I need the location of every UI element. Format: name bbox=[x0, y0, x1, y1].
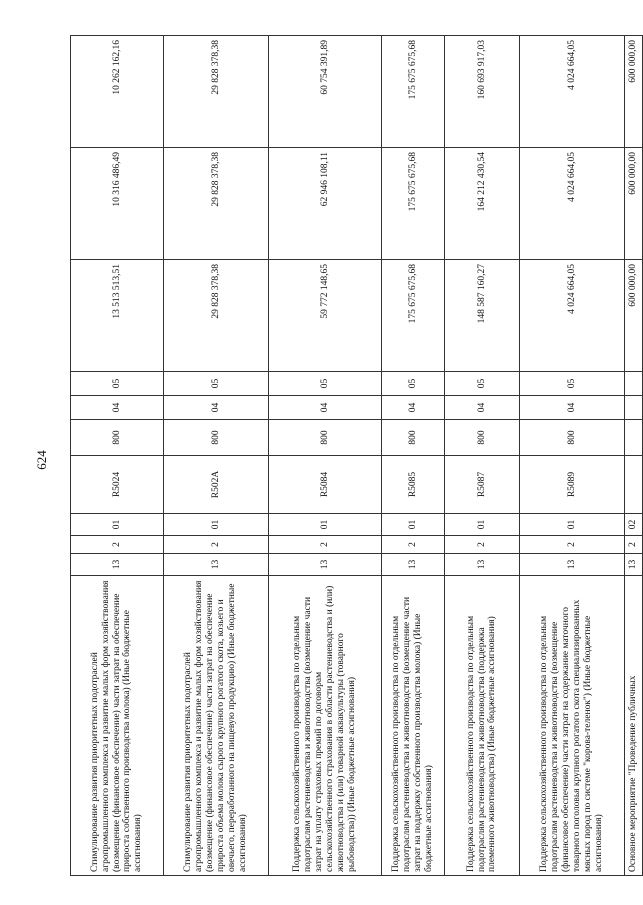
amount-year-2-cell: 29 828 378,38 bbox=[164, 148, 269, 260]
amount-year-1-cell: 59 772 148,65 bbox=[269, 260, 382, 372]
subsection-cell: 05 bbox=[382, 372, 445, 396]
subsection-cell: 05 bbox=[164, 372, 269, 396]
expense-type-cell: 800 bbox=[445, 420, 520, 456]
row-name-cell: Поддержка сельскохозяйственного производства по отдельным подотраслям растениеводства и животноводства (поддержка племенного животноводства) (Иные бюджетные ассигнования) bbox=[445, 576, 520, 876]
section-cell: 04 bbox=[520, 396, 625, 420]
amount-year-2-cell: 10 316 486,49 bbox=[71, 148, 164, 260]
program-code-cell: 13 bbox=[269, 554, 382, 576]
table-row bbox=[269, 36, 382, 876]
amount-year-2-cell: 600 000,00 bbox=[625, 148, 643, 260]
amount-year-3-cell: 60 754 391,89 bbox=[269, 36, 382, 148]
program-code-cell: 13 bbox=[625, 554, 643, 576]
page-number: 624 bbox=[34, 450, 49, 470]
subsection-cell: 05 bbox=[269, 372, 382, 396]
event-code-cell: 01 bbox=[520, 514, 625, 536]
row-name-cell: Поддержка сельскохозяйственного производства по отдельным подотраслям растениеводства и животноводства (возмещение части затрат на поддержку собственного производства молока) (Иные бюджетные ассигнования) bbox=[382, 576, 445, 876]
table-row bbox=[520, 36, 625, 876]
amount-year-2-cell: 164 212 430,54 bbox=[445, 148, 520, 260]
program-code-cell: 13 bbox=[71, 554, 164, 576]
amount-year-2-cell: 4 024 664,05 bbox=[520, 148, 625, 260]
amount-year-3-cell: 29 828 378,38 bbox=[164, 36, 269, 148]
amount-year-1-cell: 148 587 160,27 bbox=[445, 260, 520, 372]
amount-year-1-cell: 4 024 664,05 bbox=[520, 260, 625, 372]
section-cell: 04 bbox=[269, 396, 382, 420]
target-article-cell: R5084 bbox=[269, 456, 382, 514]
subsection-cell: 05 bbox=[71, 372, 164, 396]
expense-type-cell: 800 bbox=[164, 420, 269, 456]
table-row bbox=[445, 36, 520, 876]
section-cell: 04 bbox=[164, 396, 269, 420]
subprogram-code-cell: 2 bbox=[625, 536, 643, 554]
amount-year-1-cell: 175 675 675,68 bbox=[382, 260, 445, 372]
event-code-cell: 01 bbox=[164, 514, 269, 536]
target-article-cell: R5085 bbox=[382, 456, 445, 514]
subsection-cell: 05 bbox=[520, 372, 625, 396]
subprogram-code-cell: 2 bbox=[520, 536, 625, 554]
event-code-cell: 01 bbox=[382, 514, 445, 536]
subprogram-code-cell: 2 bbox=[382, 536, 445, 554]
amount-year-3-cell: 4 024 664,05 bbox=[520, 36, 625, 148]
table-body bbox=[71, 36, 643, 876]
section-cell: 04 bbox=[382, 396, 445, 420]
row-name-cell: Основное мероприятие "Проведение публичных bbox=[625, 576, 643, 876]
amount-year-3-cell: 160 693 917,03 bbox=[445, 36, 520, 148]
program-code-cell: 13 bbox=[445, 554, 520, 576]
subprogram-code-cell: 2 bbox=[445, 536, 520, 554]
budget-table bbox=[70, 35, 643, 876]
expense-type-cell: 800 bbox=[382, 420, 445, 456]
section-cell: 04 bbox=[445, 396, 520, 420]
amount-year-3-cell: 10 262 162,16 bbox=[71, 36, 164, 148]
amount-year-1-cell: 600 000,00 bbox=[625, 260, 643, 372]
row-name-cell: Поддержка сельскохозяйственного производства по отдельным подотраслям растениеводства и животноводства (возмещение части затрат на уплату страховых премий по договорам сельскохозяйственного страхования в области растениеводства и (или) животноводства и (или) товарной аквакультуры (товарного рыбоводства)) (Иные бюджетные ассигнования) bbox=[269, 576, 382, 876]
subprogram-code-cell: 2 bbox=[269, 536, 382, 554]
expense-type-cell: 800 bbox=[71, 420, 164, 456]
section-cell: 04 bbox=[71, 396, 164, 420]
amount-year-2-cell: 62 946 108,11 bbox=[269, 148, 382, 260]
section-cell bbox=[625, 396, 643, 420]
target-article-cell: R502A bbox=[164, 456, 269, 514]
subprogram-code-cell: 2 bbox=[71, 536, 164, 554]
budget-table-area bbox=[70, 36, 639, 876]
table-row bbox=[382, 36, 445, 876]
target-article-cell: R5089 bbox=[520, 456, 625, 514]
program-code-cell: 13 bbox=[382, 554, 445, 576]
table-row bbox=[164, 36, 269, 876]
row-name-cell: Стимулирование развития приоритетных подотраслей агропромышленного комплекса и развитие малых форм хозяйствования (возмещение (финансовое обеспечение) части затрат на обеспечение прироста объема молока сырого крупного рогатого скота, козьего и овечьего, переработанного на пищевую продукцию) (Иные бюджетные ассигнования) bbox=[164, 576, 269, 876]
program-code-cell: 13 bbox=[520, 554, 625, 576]
event-code-cell: 02 bbox=[625, 514, 643, 536]
subsection-cell bbox=[625, 372, 643, 396]
expense-type-cell: 800 bbox=[269, 420, 382, 456]
subprogram-code-cell: 2 bbox=[164, 536, 269, 554]
target-article-cell bbox=[625, 456, 643, 514]
amount-year-1-cell: 13 513 513,51 bbox=[71, 260, 164, 372]
table-row bbox=[625, 36, 643, 876]
amount-year-2-cell: 175 675 675,68 bbox=[382, 148, 445, 260]
row-name-cell: Поддержка сельскохозяйственного производства по отдельным подотраслям растениеводства и животноводства (возмещение (финансовое обеспечение) части затрат на содержание маточного товарного поголовья крупного рогатого скота специализированных мясных пород по системе "корова-теленок") (Иные бюджетные ассигнования) bbox=[520, 576, 625, 876]
amount-year-3-cell: 175 675 675,68 bbox=[382, 36, 445, 148]
event-code-cell: 01 bbox=[269, 514, 382, 536]
event-code-cell: 01 bbox=[71, 514, 164, 536]
expense-type-cell: 800 bbox=[520, 420, 625, 456]
event-code-cell: 01 bbox=[445, 514, 520, 536]
target-article-cell: R5087 bbox=[445, 456, 520, 514]
program-code-cell: 13 bbox=[164, 554, 269, 576]
subsection-cell: 05 bbox=[445, 372, 520, 396]
target-article-cell: R5024 bbox=[71, 456, 164, 514]
expense-type-cell bbox=[625, 420, 643, 456]
row-name-cell: Стимулирование развития приоритетных подотраслей агропромышленного комплекса и развитие малых форм хозяйствования (возмещение (финансовое обеспечение) части затрат на обеспечение прироста собственного производства молока) (Иные бюджетные ассигнования) bbox=[71, 576, 164, 876]
amount-year-1-cell: 29 828 378,38 bbox=[164, 260, 269, 372]
table-row bbox=[71, 36, 164, 876]
amount-year-3-cell: 600 000,00 bbox=[625, 36, 643, 148]
